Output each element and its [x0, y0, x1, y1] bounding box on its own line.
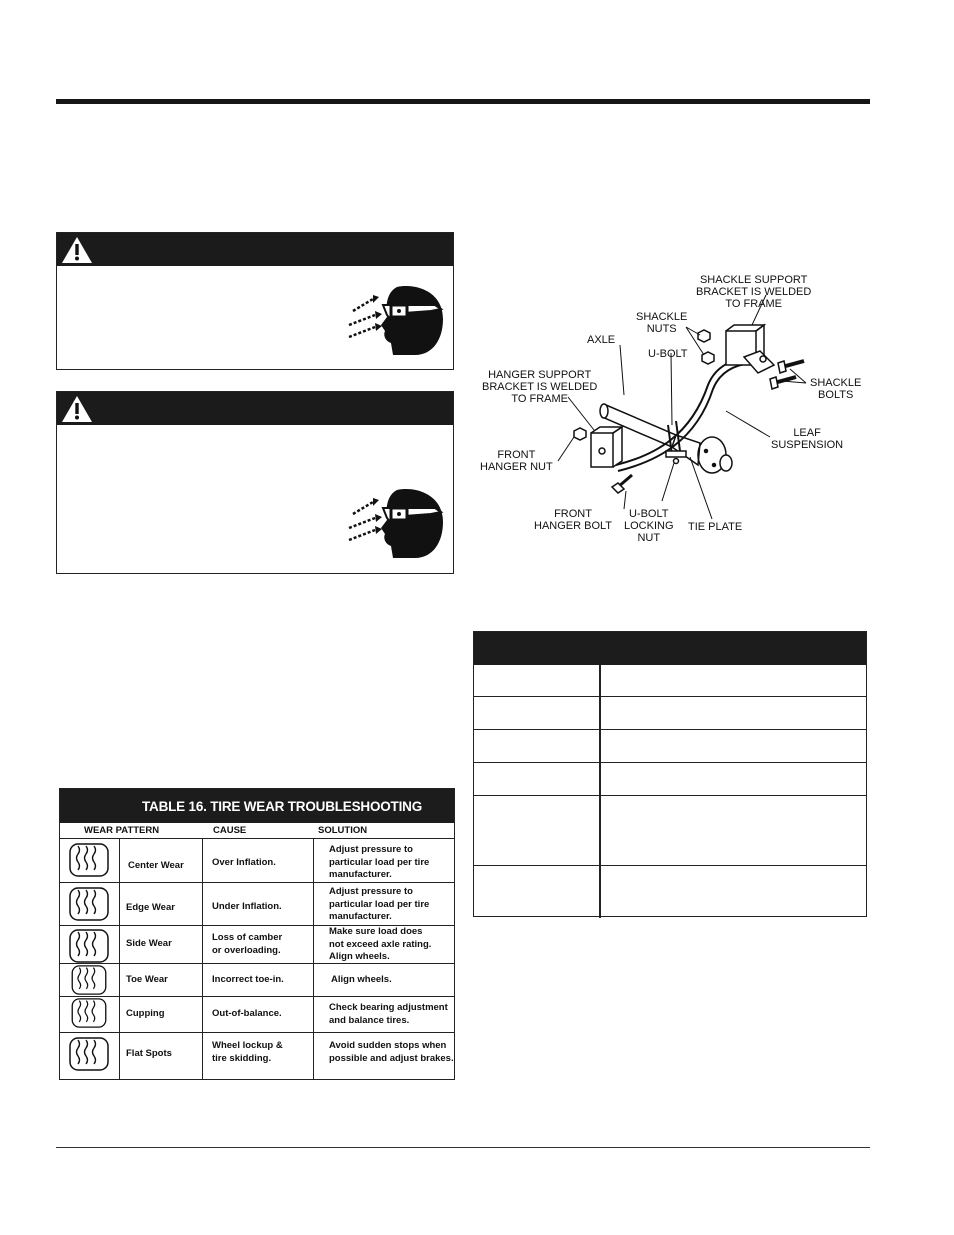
row-cause: Out-of-balance. [212, 1008, 282, 1019]
safety-goggles-icon [345, 281, 450, 356]
table-row [474, 865, 866, 866]
row-cause: Under Inflation. [212, 901, 282, 912]
edge-wear-tire-icon [64, 887, 114, 921]
flat-spots-tire-icon [64, 1037, 114, 1071]
side-wear-tire-icon [64, 929, 114, 963]
label-front-hanger-nut: FRONT HANGER NUT [480, 449, 553, 473]
footer-rule [56, 1147, 870, 1148]
row-pattern: Center Wear [128, 860, 184, 871]
header-rule [56, 99, 870, 104]
row-pattern: Flat Spots [126, 1048, 172, 1059]
label-hanger-support: HANGER SUPPORT BRACKET IS WELDED TO FRAME [482, 369, 598, 405]
label-shackle-bolts: SHACKLE BOLTS [810, 377, 862, 401]
label-u-bolt: U-BOLT [648, 348, 688, 360]
row-solution: Check bearing adjustment and balance tires. [329, 1002, 448, 1026]
header-solution: SOLUTION [318, 825, 368, 836]
label-u-bolt-locking-nut: U-BOLT LOCKING NUT [624, 508, 674, 544]
label-tie-plate: TIE PLATE [688, 521, 743, 533]
row-cause: Wheel lockup & tire skidding. [212, 1040, 283, 1064]
row-solution: Avoid sudden stops when possible and adjust brakes. [329, 1040, 454, 1064]
label-shackle-support: SHACKLE SUPPORT BRACKET IS WELDED TO FRAME [696, 274, 812, 310]
leaf-suspension-diagram [476, 265, 876, 555]
row-pattern: Toe Wear [126, 974, 168, 985]
row-solution: Align wheels. [331, 974, 392, 985]
table-title: TABLE 16. TIRE WEAR TROUBLESHOOTING [60, 789, 454, 823]
row-solution: Adjust pressure to particular load per tire manufacturer. [329, 844, 430, 880]
table-row [474, 696, 866, 697]
row-pattern: Edge Wear [126, 902, 175, 913]
warning-box-1 [56, 232, 454, 370]
row-solution: Adjust pressure to particular load per tire manufacturer. [329, 886, 430, 922]
label-shackle-nuts: SHACKLE NUTS [636, 311, 688, 335]
row-solution: Make sure load does not exceed axle rating. Align wheels. [329, 926, 432, 962]
table-row [474, 762, 866, 763]
warning-bar [57, 392, 453, 425]
cupping-tire-icon [64, 998, 114, 1028]
safety-goggles-icon [345, 484, 450, 559]
label-axle: AXLE [587, 334, 616, 346]
column-divider [599, 665, 601, 918]
row-cause: Over Inflation. [212, 857, 276, 868]
center-wear-tire-icon [64, 843, 114, 877]
table-row [474, 729, 866, 730]
row-pattern: Side Wear [126, 938, 172, 949]
row-cause: Incorrect toe-in. [212, 974, 284, 985]
row-pattern: Cupping [126, 1008, 165, 1019]
label-front-hanger-bolt: FRONT HANGER BOLT [534, 508, 613, 532]
table-row [474, 795, 866, 796]
tire-wear-table [59, 788, 455, 1080]
warning-triangle-icon [61, 236, 93, 264]
warning-box-2 [56, 391, 454, 574]
toe-wear-tire-icon [64, 965, 114, 995]
warning-bar [57, 233, 453, 266]
right-table [473, 631, 867, 917]
table-header-bar [474, 632, 866, 665]
label-leaf-suspension: LEAF SUSPENSION [771, 427, 844, 451]
row-cause: Loss of camber or overloading. [212, 932, 283, 956]
header-wear-pattern: WEAR PATTERN [84, 825, 160, 836]
header-cause: CAUSE [213, 825, 247, 836]
warning-triangle-icon [61, 395, 93, 423]
